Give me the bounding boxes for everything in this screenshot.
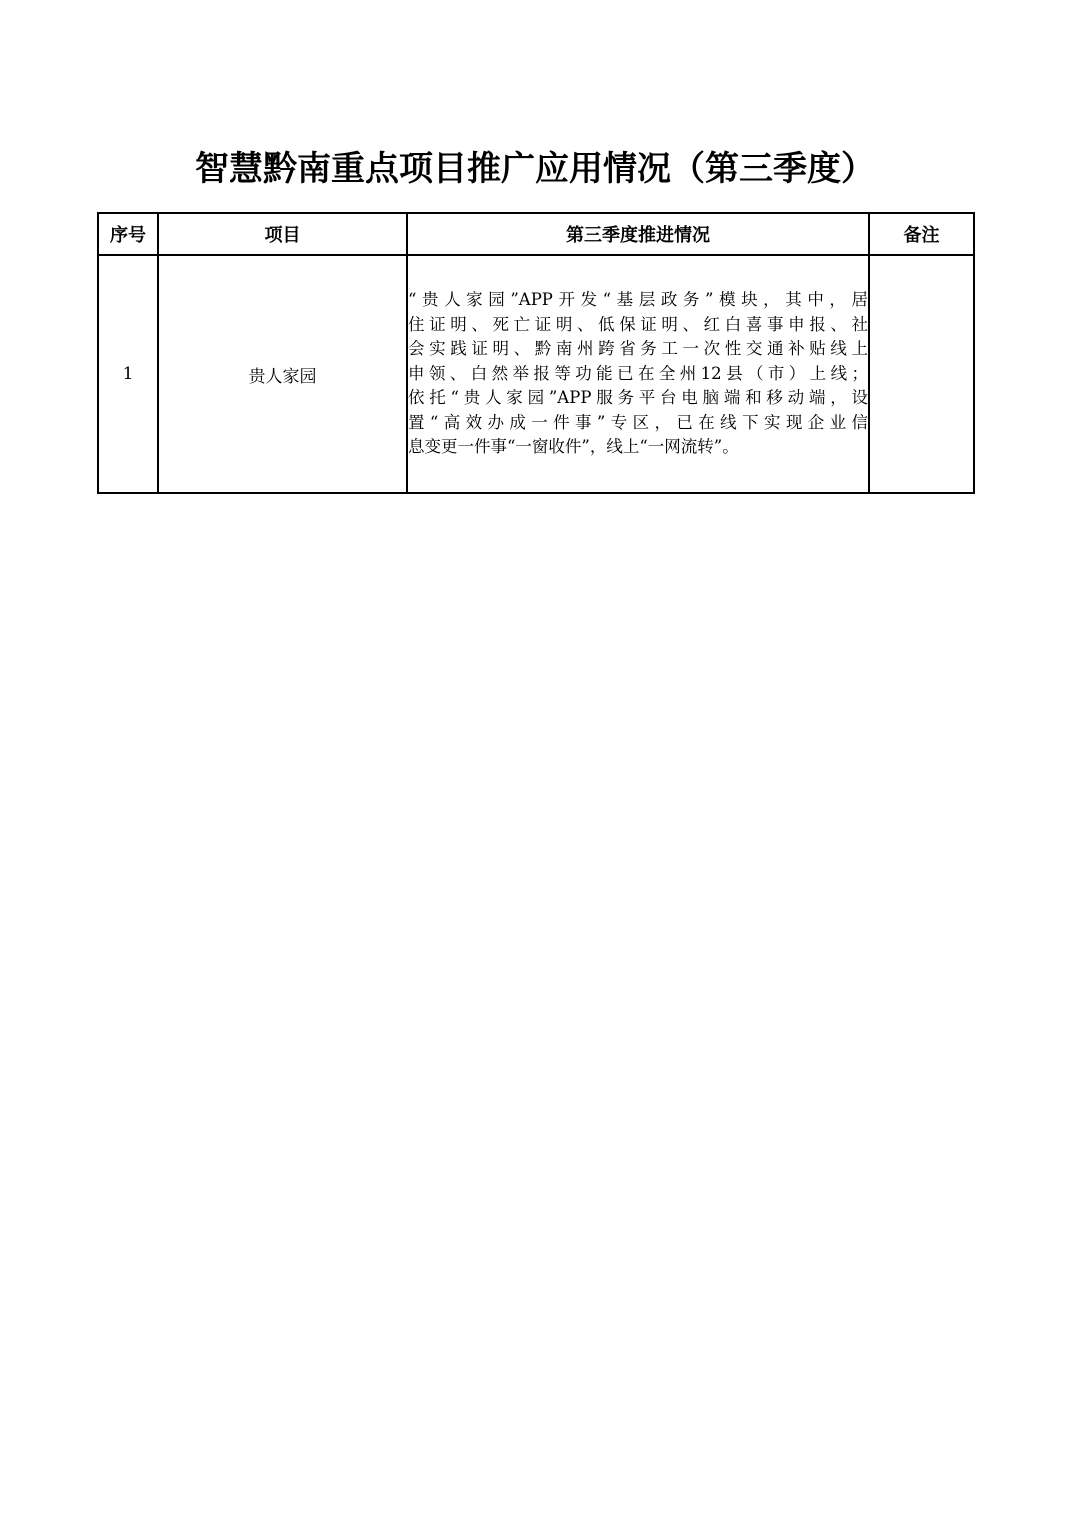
header-remark: 备注 <box>869 213 974 255</box>
progress-line: 依托“贵人家园”APP服务平台电脑端和移动端，设 <box>408 388 868 408</box>
cell-index: 1 <box>98 255 158 493</box>
cell-project: 贵人家园 <box>158 255 407 493</box>
progress-line: 会实践证明、黔南州跨省务工一次性交通补贴线上 <box>408 339 868 359</box>
header-project: 项目 <box>158 213 407 255</box>
cell-remark <box>869 255 974 493</box>
page-title: 智慧黔南重点项目推广应用情况（第三季度） <box>195 149 875 189</box>
table-row <box>98 255 974 493</box>
cell-progress <box>407 255 869 493</box>
progress-line: “贵人家园”APP开发“基层政务”模块，其中，居 <box>408 290 868 310</box>
progress-line: 置“高效办成一件事”专区，已在线下实现企业信 <box>408 412 868 432</box>
header-progress: 第三季度推进情况 <box>407 213 869 255</box>
table-header-row <box>98 213 974 255</box>
header-index: 序号 <box>98 213 158 255</box>
progress-line: 息变更一件事“一窗收件”，线上“一网流转”。 <box>408 437 739 457</box>
progress-table <box>97 212 975 494</box>
progress-line: 申领、白然举报等功能已在全州12县（市）上线； <box>408 363 868 383</box>
progress-line: 住证明、死亡证明、低保证明、红白喜事申报、社 <box>408 314 868 334</box>
